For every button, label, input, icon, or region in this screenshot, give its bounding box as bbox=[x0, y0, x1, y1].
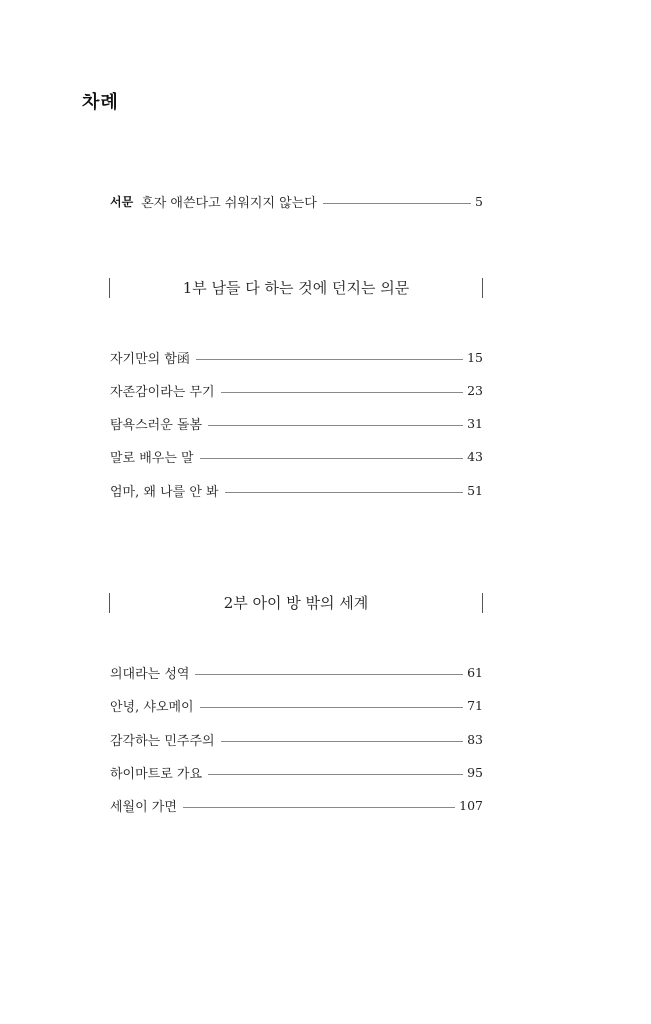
toc-entry-page: 51 bbox=[467, 482, 483, 498]
toc-entry-page: 83 bbox=[467, 731, 483, 747]
toc-entry-page: 23 bbox=[467, 382, 483, 398]
toc-entry-page: 5 bbox=[475, 193, 483, 209]
toc-entry-title: 하이마트로 가요 bbox=[110, 766, 203, 782]
dot-leader bbox=[196, 359, 463, 360]
page-title: 차례 bbox=[82, 92, 119, 113]
toc-entry-page: 71 bbox=[467, 697, 483, 713]
preface-prefix: 서문 bbox=[110, 194, 134, 209]
toc-entry-page: 61 bbox=[467, 664, 483, 680]
toc-entry[interactable] bbox=[110, 347, 483, 367]
part-heading-2: 2부 아이 방 밖의 세계 bbox=[109, 593, 483, 613]
dot-leader bbox=[208, 425, 463, 426]
toc-entry-page: 15 bbox=[467, 349, 483, 365]
toc-entry-title: 탐욕스러운 돌봄 bbox=[110, 417, 203, 433]
dot-leader bbox=[208, 774, 463, 775]
toc-entry-title: 말로 배우는 말 bbox=[110, 450, 194, 466]
toc-entry-page: 43 bbox=[467, 448, 483, 464]
dot-leader bbox=[195, 674, 463, 675]
toc-entry-title: 세월이 가면 bbox=[110, 799, 177, 815]
toc-entry[interactable] bbox=[110, 695, 483, 715]
toc-entry[interactable] bbox=[110, 480, 483, 500]
toc-entry-preface[interactable] bbox=[110, 191, 483, 211]
toc-entry-page: 31 bbox=[467, 415, 483, 431]
toc-entry-title: 감각하는 민주주의 bbox=[110, 733, 215, 749]
toc-entry-title: 혼자 애쓴다고 쉬워지지 않는다 bbox=[141, 195, 317, 211]
dot-leader bbox=[221, 392, 463, 393]
toc-entry-title: 의대라는 성역 bbox=[110, 666, 190, 682]
toc-entry-title: 안녕, 샤오메이 bbox=[110, 699, 194, 715]
toc-entry[interactable] bbox=[110, 413, 483, 433]
dot-leader bbox=[323, 203, 471, 204]
part-heading-1: 1부 남들 다 하는 것에 던지는 의문 bbox=[109, 278, 483, 298]
toc-entry[interactable] bbox=[110, 446, 483, 466]
toc-entry-title: 자존감이라는 무기 bbox=[110, 384, 215, 400]
toc-entry[interactable] bbox=[110, 662, 483, 682]
toc-entry[interactable] bbox=[110, 762, 483, 782]
dot-leader bbox=[200, 458, 463, 459]
toc-entry[interactable] bbox=[110, 795, 483, 815]
dot-leader bbox=[200, 707, 463, 708]
toc-entry-title: 엄마, 왜 나를 안 봐 bbox=[110, 484, 219, 500]
toc-entry-title: 자기만의 함函 bbox=[110, 351, 190, 367]
dot-leader bbox=[221, 741, 463, 742]
toc-entry[interactable] bbox=[110, 380, 483, 400]
toc-entry-page: 107 bbox=[459, 797, 483, 813]
toc-entry[interactable] bbox=[110, 729, 483, 749]
toc-entry-page: 95 bbox=[467, 764, 483, 780]
dot-leader bbox=[183, 807, 455, 808]
dot-leader bbox=[225, 492, 464, 493]
